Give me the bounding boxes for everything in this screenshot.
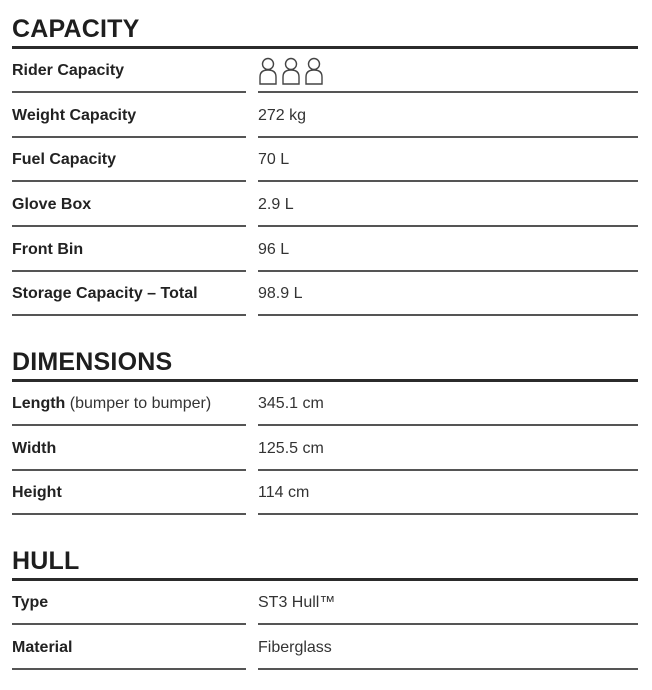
spec-label: Storage Capacity – Total xyxy=(12,272,246,315)
spec-label: Front Bin xyxy=(12,228,246,271)
hull-title: HULL xyxy=(12,547,80,575)
spec-value: ST3 Hull™ xyxy=(258,581,638,624)
spec-row-weight-capacity xyxy=(12,94,638,139)
spec-value: 70 L xyxy=(258,138,638,181)
spec-row-material xyxy=(12,626,638,671)
spec-row-length xyxy=(12,382,638,427)
capacity-section xyxy=(12,14,638,317)
spec-label: Rider Capacity xyxy=(12,49,246,92)
spec-label: Height xyxy=(12,471,246,514)
spec-label-text: Length xyxy=(12,395,66,412)
spec-value: 98.9 L xyxy=(258,272,638,315)
spec-row-front-bin xyxy=(12,228,638,273)
spec-label: Weight Capacity xyxy=(12,94,246,137)
spec-row-fuel-capacity xyxy=(12,138,638,183)
spec-label-note: (bumper to bumper) xyxy=(69,395,212,412)
spec-row-type xyxy=(12,581,638,626)
capacity-title: CAPACITY xyxy=(12,15,140,43)
spec-value: 96 L xyxy=(258,228,638,271)
hull-section xyxy=(12,546,638,670)
rider-capacity-value xyxy=(258,49,638,92)
person-icon xyxy=(258,57,278,85)
spec-label: Glove Box xyxy=(12,183,246,226)
spec-value: 272 kg xyxy=(258,94,638,137)
spec-value: 114 cm xyxy=(258,471,638,514)
spec-value: 345.1 cm xyxy=(258,382,638,425)
spec-label: Width xyxy=(12,427,246,470)
spec-label: Fuel Capacity xyxy=(12,138,246,181)
spec-value: 125.5 cm xyxy=(258,427,638,470)
spec-row-height xyxy=(12,471,638,516)
spec-label: Material xyxy=(12,626,246,669)
dimensions-title: DIMENSIONS xyxy=(12,348,173,376)
spec-row-storage-total xyxy=(12,272,638,317)
spec-row-width xyxy=(12,427,638,472)
spec-label xyxy=(12,382,246,425)
spec-label: Type xyxy=(12,581,246,624)
person-icon xyxy=(281,57,301,85)
spec-row-glove-box xyxy=(12,183,638,228)
spec-value: 2.9 L xyxy=(258,183,638,226)
dimensions-section xyxy=(12,347,638,516)
spec-row-rider-capacity xyxy=(12,49,638,94)
spec-value: Fiberglass xyxy=(258,626,638,669)
person-icon xyxy=(304,57,324,85)
